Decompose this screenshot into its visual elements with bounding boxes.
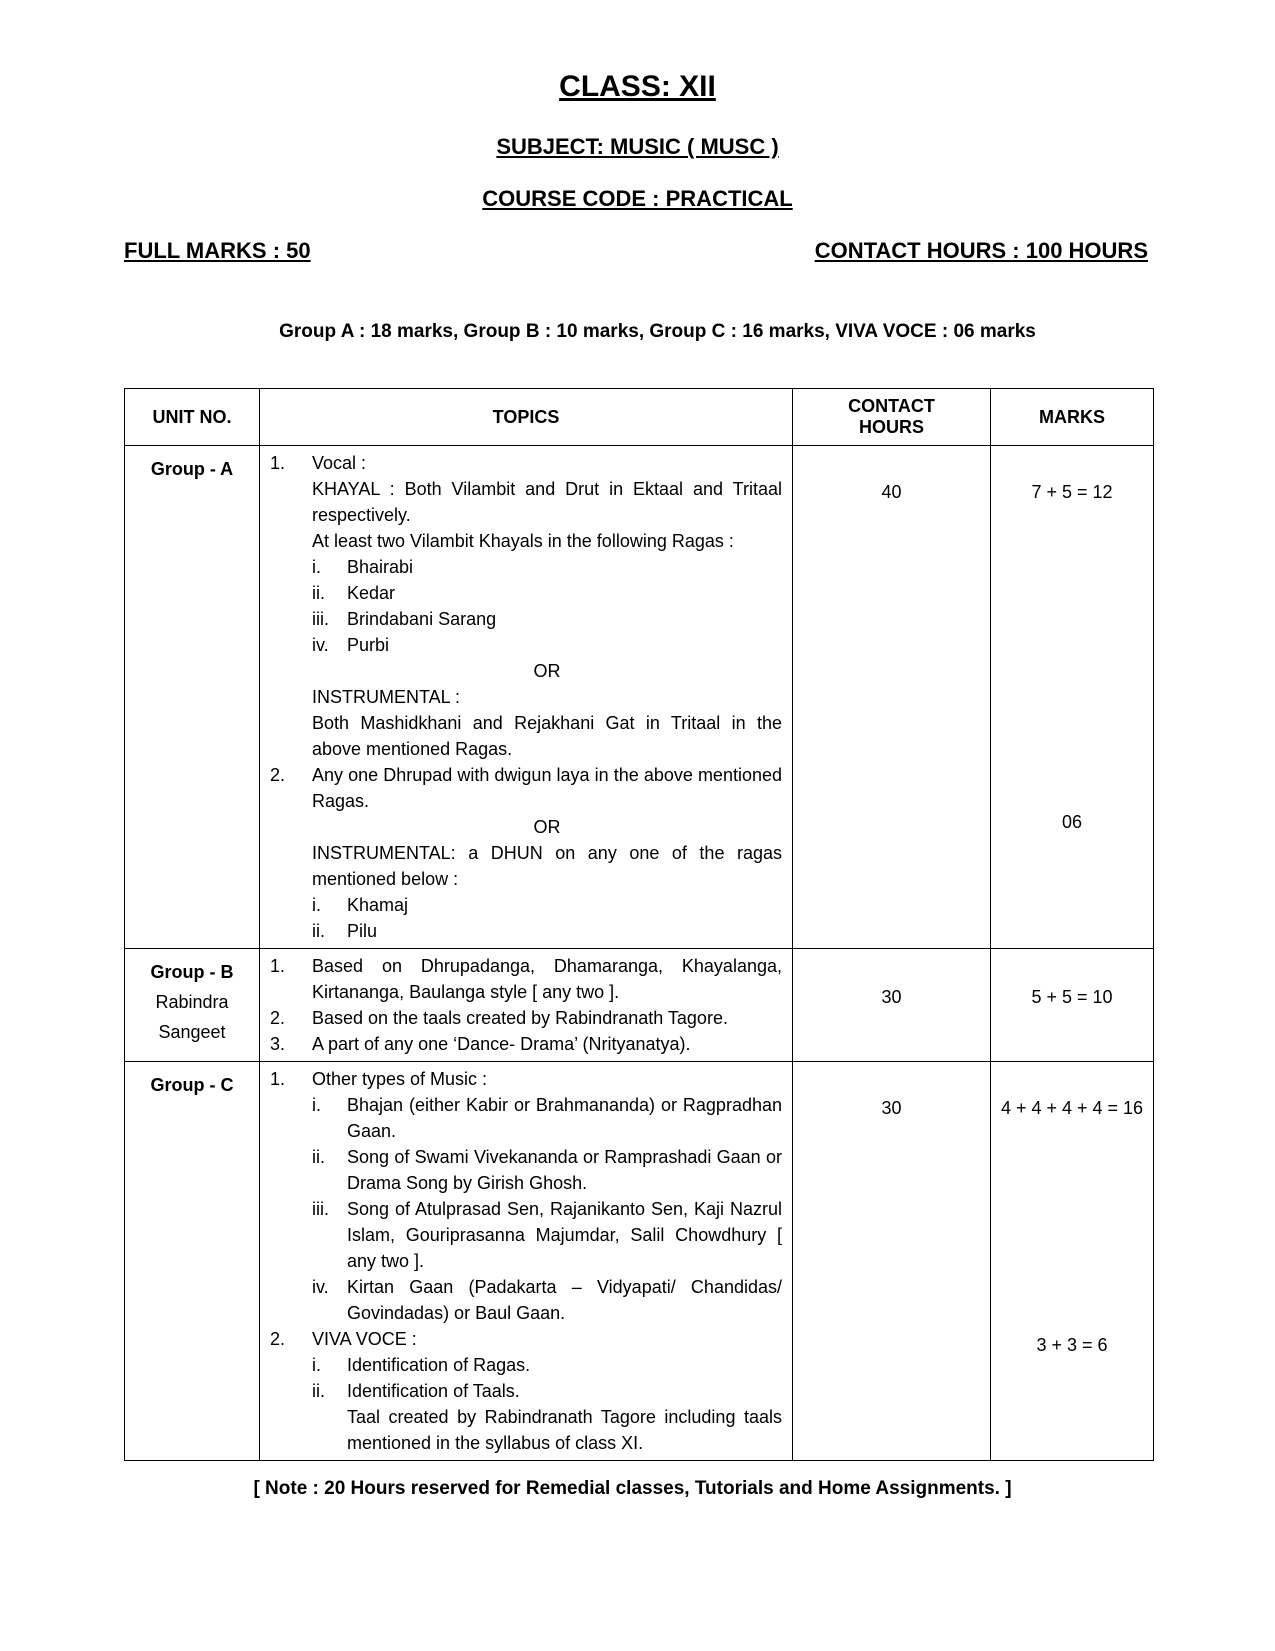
music-type-text: Bhajan (either Kabir or Brahmananda) or Ragpradhan Gaan. bbox=[347, 1095, 782, 1141]
raga-item bbox=[312, 632, 782, 658]
class-title-text: CLASS: XII bbox=[559, 70, 716, 103]
topics-group-a bbox=[260, 446, 793, 949]
list-item bbox=[270, 762, 782, 944]
item-number: 3. bbox=[270, 1034, 286, 1054]
raga-name: Kedar bbox=[347, 583, 396, 603]
dhun-text: INSTRUMENTAL: a DHUN on any one of the ragas mentioned below : bbox=[312, 843, 782, 889]
hours-value: 30 bbox=[881, 987, 902, 1007]
item-number: 1. bbox=[270, 453, 286, 473]
class-title bbox=[0, 70, 1275, 104]
unit-subtitle: Sangeet bbox=[158, 1022, 226, 1042]
header-unit: UNIT NO. bbox=[125, 389, 260, 446]
header-marks: MARKS bbox=[991, 389, 1154, 446]
raga-num: i. bbox=[312, 895, 321, 915]
unit-group-c bbox=[125, 1062, 260, 1461]
list-item bbox=[270, 953, 782, 1005]
item-number: 1. bbox=[270, 956, 286, 976]
viva-item bbox=[312, 1352, 782, 1378]
viva-num: ii. bbox=[312, 1381, 325, 1401]
full-marks bbox=[124, 238, 311, 264]
topics-group-c bbox=[260, 1062, 793, 1461]
viva-extra-text: Taal created by Rabindranath Tagore including taals mentioned in the syllabus of class XI. bbox=[347, 1407, 782, 1453]
item-title: Other types of Music : bbox=[312, 1069, 488, 1089]
marks-group-c bbox=[991, 1062, 1154, 1461]
viva-num: i. bbox=[312, 1355, 321, 1375]
khayal-text: KHAYAL : Both Vilambit and Drut in Ektaal and Tritaal respectively. bbox=[312, 479, 782, 525]
music-type-num: iii. bbox=[312, 1199, 329, 1219]
syllabus-table bbox=[124, 388, 1154, 1461]
music-type-num: iv. bbox=[312, 1277, 329, 1297]
raga-name: Purbi bbox=[347, 635, 390, 655]
marks-distribution: Group A : 18 marks, Group B : 10 marks, Group C : 16 marks, VIVA VOCE : 06 marks bbox=[279, 321, 1036, 342]
viva-text: Identification of Taals. bbox=[347, 1381, 520, 1401]
raga-num: ii. bbox=[312, 921, 325, 941]
topics-group-b bbox=[260, 949, 793, 1062]
hours-group-a bbox=[793, 446, 991, 949]
item-number: 1. bbox=[270, 1069, 286, 1089]
raga-name: Pilu bbox=[347, 921, 378, 941]
item-title: Vocal : bbox=[312, 453, 367, 473]
raga-num: i. bbox=[312, 557, 321, 577]
music-type-text: Song of Atulprasad Sen, Rajanikanto Sen, Kaji Nazrul Islam, Gouriprasanna Majumdar, Salil Chowdhury [ any two ]. bbox=[347, 1199, 782, 1271]
header-contact-hours bbox=[793, 389, 991, 446]
table-header-row bbox=[125, 389, 1154, 446]
item-text: Based on the taals created by Rabindranath Tagore. bbox=[312, 1008, 728, 1028]
contact-hours bbox=[815, 238, 1148, 264]
or-separator: OR bbox=[533, 661, 561, 681]
instrumental-title: INSTRUMENTAL : bbox=[312, 687, 461, 707]
unit-group-b bbox=[125, 949, 260, 1062]
raga-name: Brindabani Sarang bbox=[347, 609, 497, 629]
table-row-group-b bbox=[125, 949, 1154, 1062]
contact-hours-text: CONTACT HOURS : 100 HOURS bbox=[814, 238, 1148, 263]
music-type-num: i. bbox=[312, 1095, 321, 1115]
raga-item bbox=[312, 892, 782, 918]
hours-group-c bbox=[793, 1062, 991, 1461]
marks-value: 7 + 5 = 12 bbox=[1031, 482, 1113, 502]
list-item bbox=[270, 1066, 782, 1326]
raga-name: Bhairabi bbox=[347, 557, 414, 577]
header-hours-line2: HOURS bbox=[858, 417, 924, 437]
list-item bbox=[270, 1326, 782, 1456]
unit-group-a bbox=[125, 446, 260, 949]
music-type-item bbox=[312, 1144, 782, 1196]
list-item bbox=[270, 1031, 782, 1057]
subject-title-text: SUBJECT: MUSIC ( MUSC ) bbox=[496, 134, 779, 159]
raga-num: iv. bbox=[312, 635, 329, 655]
item-text: Based on Dhrupadanga, Dhamaranga, Khayalanga, Kirtananga, Baulanga style [ any two ]. bbox=[312, 956, 782, 1002]
raga-num: iii. bbox=[312, 609, 329, 629]
viva-text: Identification of Ragas. bbox=[347, 1355, 531, 1375]
subject-title bbox=[0, 134, 1275, 160]
note-text: [ Note : 20 Hours reserved for Remedial classes, Tutorials and Home Assignments. ] bbox=[253, 1478, 1012, 1499]
ragas-intro: At least two Vilambit Khayals in the following Ragas : bbox=[312, 531, 734, 551]
raga-item bbox=[312, 554, 782, 580]
music-type-num: ii. bbox=[312, 1147, 325, 1167]
item-number: 2. bbox=[270, 1008, 286, 1028]
list-item bbox=[270, 450, 782, 762]
music-type-item bbox=[312, 1196, 782, 1274]
unit-subtitle: Rabindra bbox=[155, 992, 229, 1012]
marks-value: 5 + 5 = 10 bbox=[1031, 987, 1113, 1007]
unit-label: Group - A bbox=[150, 459, 234, 479]
hours-value: 30 bbox=[881, 1098, 902, 1118]
list-item bbox=[270, 1005, 782, 1031]
item-number: 2. bbox=[270, 765, 286, 785]
hours-group-b bbox=[793, 949, 991, 1062]
header-hours-line1: CONTACT bbox=[848, 396, 935, 416]
hours-value: 40 bbox=[881, 482, 902, 502]
full-marks-text: FULL MARKS : 50 bbox=[124, 238, 311, 263]
raga-item bbox=[312, 580, 782, 606]
table-row-group-c bbox=[125, 1062, 1154, 1461]
music-type-item bbox=[312, 1274, 782, 1326]
marks-value: 3 + 3 = 6 bbox=[1036, 1335, 1108, 1355]
unit-label: Group - C bbox=[150, 1075, 234, 1095]
or-separator: OR bbox=[533, 817, 561, 837]
item-text: A part of any one ‘Dance- Drama’ (Nrityanatya). bbox=[312, 1034, 691, 1054]
course-code-text: COURSE CODE : PRACTICAL bbox=[482, 186, 793, 211]
marks-group-b bbox=[991, 949, 1154, 1062]
item-number: 2. bbox=[270, 1329, 286, 1349]
unit-label: Group - B bbox=[150, 962, 234, 982]
viva-item bbox=[312, 1404, 782, 1456]
raga-name: Khamaj bbox=[347, 895, 409, 915]
music-type-item bbox=[312, 1092, 782, 1144]
dhrupad-text: Any one Dhrupad with dwigun laya in the above mentioned Ragas. bbox=[312, 765, 782, 811]
marks-group-a bbox=[991, 446, 1154, 949]
music-type-text: Kirtan Gaan (Padakarta – Vidyapati/ Chandidas/ Govindadas) or Baul Gaan. bbox=[347, 1277, 782, 1323]
viva-item bbox=[312, 1378, 782, 1404]
table-row-group-a bbox=[125, 446, 1154, 949]
header-topics: TOPICS bbox=[260, 389, 793, 446]
marks-value: 06 bbox=[1061, 812, 1083, 832]
instrumental-text: Both Mashidkhani and Rejakhani Gat in Tritaal in the above mentioned Ragas. bbox=[312, 713, 782, 759]
music-type-text: Song of Swami Vivekananda or Ramprashadi Gaan or Drama Song by Girish Ghosh. bbox=[347, 1147, 782, 1193]
raga-item bbox=[312, 606, 782, 632]
raga-item bbox=[312, 918, 782, 944]
raga-num: ii. bbox=[312, 583, 325, 603]
item-title: VIVA VOCE : bbox=[312, 1329, 417, 1349]
marks-value: 4 + 4 + 4 + 4 = 16 bbox=[1000, 1098, 1144, 1118]
course-code bbox=[0, 186, 1275, 212]
